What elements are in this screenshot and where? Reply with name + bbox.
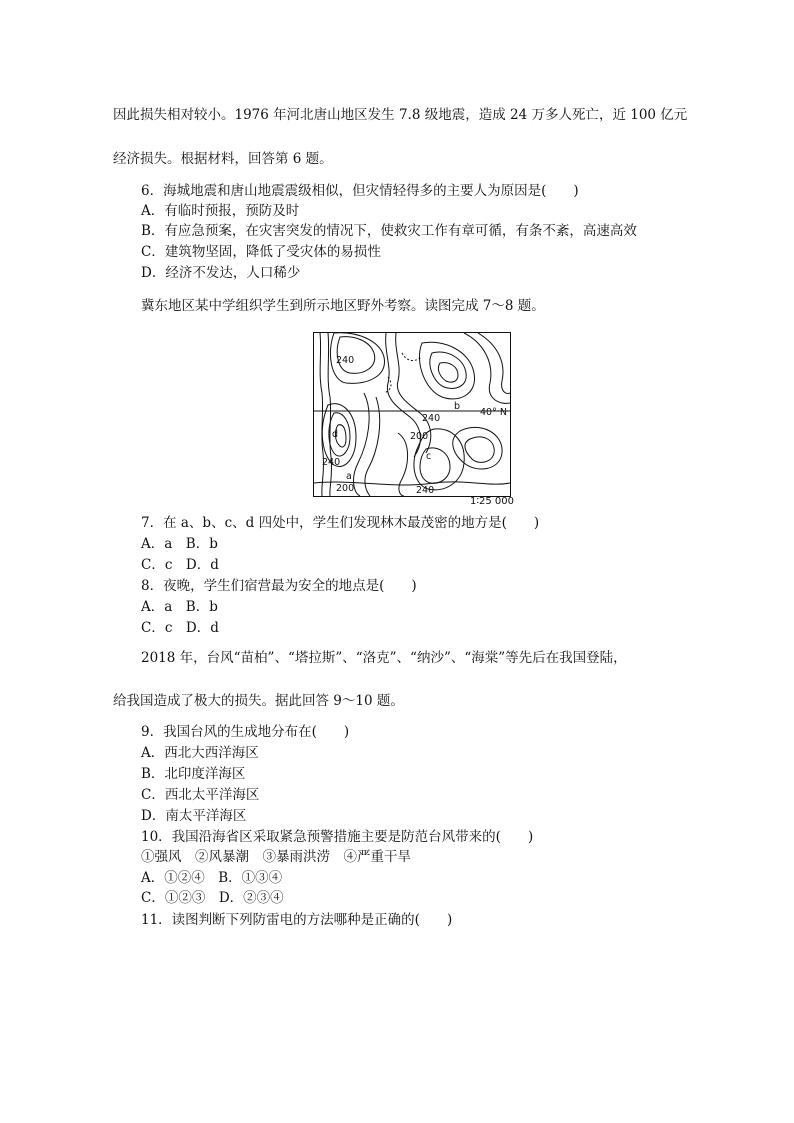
q10-items: ①强风 ②风暴潮 ③暴雨洪涝 ④严重干旱 [141, 849, 411, 865]
map-intro: 冀东地区某中学组织学生到所示地区野外考察。读图完成 7～8 题。 [141, 298, 545, 314]
contour-label: 240 [422, 413, 441, 424]
q7-options-row-1: A．a B．b [141, 536, 218, 552]
point-label-d: d [332, 429, 339, 440]
q7-options-row-2: C．c D．d [141, 557, 219, 573]
contour-map [313, 332, 511, 497]
q6-option-a: A．有临时预报，预防及时 [141, 203, 300, 219]
contour-label: 240 [336, 355, 355, 366]
q8-options-row-2: C．c D．d [141, 620, 219, 636]
contour-label: 240 [322, 457, 341, 468]
q6-option-b: B．有应急预案，在灾害突发的情况下，使救灾工作有章可循，有条不紊，高速高效 [141, 223, 637, 239]
point-label-b: b [454, 401, 461, 412]
q10-stem: 10．我国沿海省区采取紧急预警措施主要是防范台风带来的( ) [141, 829, 534, 845]
q6-option-c: C．建筑物坚固，降低了受灾体的易损性 [141, 244, 381, 260]
q8-options-row-1: A．a B．b [141, 599, 218, 615]
intro-line-1: 因此损失相对较小。1976 年河北唐山地区发生 7.8 级地震，造成 24 万多人死亡，近 100 亿元 [113, 107, 688, 123]
contour-label: 240 [416, 485, 435, 496]
intro-line-2: 经济损失。根据材料，回答第 6 题。 [113, 151, 333, 167]
q10-options-row-2: C．①②③ D．②③④ [141, 890, 284, 906]
q9-option-c: C．西北太平洋海区 [141, 787, 260, 803]
q9-option-d: D．南太平洋海区 [141, 808, 247, 824]
q7-stem: 7．在 a、b、c、d 四处中，学生们发现林木最茂密的地方是( ) [141, 515, 540, 531]
q9-option-b: B．北印度洋海区 [141, 766, 246, 782]
q10-options-row-1: A．①②④ B．①③④ [141, 870, 283, 886]
q8-stem: 8．夜晚，学生们宿营最为安全的地点是( ) [141, 578, 417, 594]
q6-stem: 6．海城地震和唐山地震震级相似，但灾情轻得多的主要人为原因是( ) [141, 183, 579, 199]
q6-option-d: D．经济不发达，人口稀少 [141, 265, 301, 281]
contour-label: 200 [336, 483, 355, 494]
point-label-c: c [426, 451, 432, 462]
latitude-label: 40° N [480, 407, 507, 418]
q9-option-a: A．西北大西洋海区 [141, 745, 259, 761]
point-label-a: a [346, 471, 352, 482]
map-scale: 1∶25 000 [470, 496, 514, 507]
contour-lines [314, 333, 510, 496]
typhoon-intro-line-2: 给我国造成了极大的损失。据此回答 9～10 题。 [113, 693, 404, 709]
contour-label: 200 [410, 431, 429, 442]
typhoon-intro-line-1: 2018 年，台风“苗柏”、“塔拉斯”、“洛克”、“纳沙”、“海棠”等先后在我国登陆， [141, 650, 627, 666]
q11-stem: 11．读图判断下列防雷电的方法哪种是正确的( ) [141, 912, 453, 928]
q9-stem: 9．我国台风的生成地分布在( ) [141, 724, 350, 740]
